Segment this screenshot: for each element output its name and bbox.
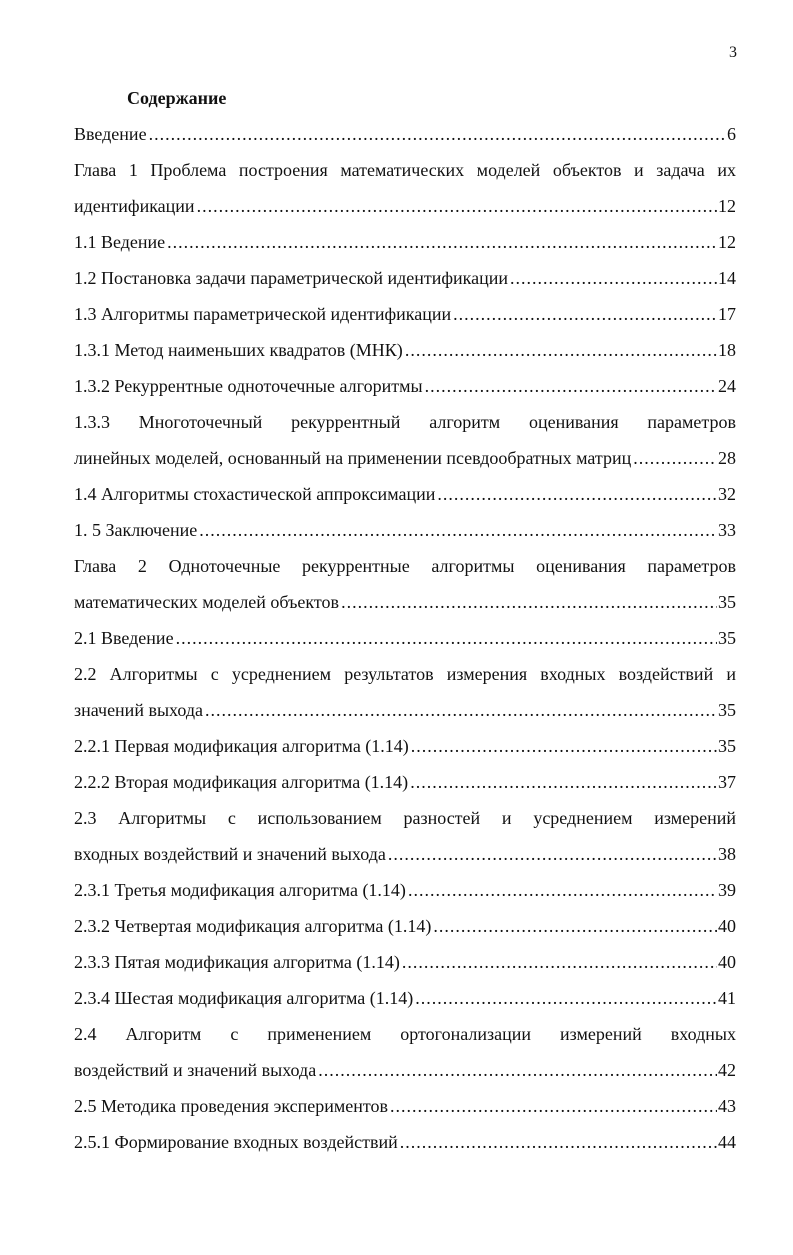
toc-entry-text: Глава 2 Одноточечные рекуррентные алгоритмы оценивания параметров <box>74 556 736 576</box>
toc-entry-text: Введение <box>74 124 147 144</box>
toc-entry-page: 35 <box>718 700 736 720</box>
dot-leader <box>316 1052 717 1088</box>
toc-entry-text: 2.4 Алгоритм с применением ортогонализации измерений входных <box>74 1024 736 1044</box>
toc-entry-page: 33 <box>718 520 736 540</box>
dot-leader <box>413 980 717 1016</box>
dot-leader <box>451 296 717 332</box>
toc-entry-text: входных воздействий и значений выхода <box>74 844 386 864</box>
dot-leader <box>508 260 717 296</box>
dot-leader <box>386 836 717 872</box>
toc-entry-text: 1.4 Алгоритмы стохастической аппроксимации <box>74 484 436 504</box>
dot-leader <box>388 1088 717 1124</box>
toc-entry-page: 12 <box>718 196 736 216</box>
toc-entry-page: 38 <box>718 844 736 864</box>
toc-entry <box>74 224 736 260</box>
toc-entry-page: 41 <box>718 988 736 1008</box>
toc-entry-text: математических моделей объектов <box>74 592 340 612</box>
dot-leader <box>203 692 717 728</box>
toc-entry-text: 1.3.2 Рекуррентные одноточечные алгоритмы <box>74 376 423 396</box>
dot-leader <box>197 512 717 548</box>
toc-entry-text: 2.3.1 Третья модификация алгоритма (1.14) <box>74 880 406 900</box>
toc-entry-page: 14 <box>718 268 736 288</box>
dot-leader <box>406 872 717 908</box>
toc-entry <box>74 1124 736 1160</box>
toc-entry-page: 35 <box>718 592 736 612</box>
toc-entry-text: 2.5.1 Формирование входных воздействий <box>74 1132 398 1152</box>
toc-entry <box>74 332 736 368</box>
toc-entry-text: линейных моделей, основанный на применении псевдообратных матриц <box>74 448 632 468</box>
toc-entry-page: 40 <box>718 916 736 936</box>
dot-leader <box>403 332 717 368</box>
toc-entry <box>74 152 736 224</box>
toc-entry <box>74 548 736 620</box>
toc-entry <box>74 512 736 548</box>
toc-entry-text: 1.2 Постановка задачи параметрической идентификации <box>74 268 509 288</box>
dot-leader <box>195 188 717 224</box>
toc-entry <box>74 908 736 944</box>
toc-entry-page: 42 <box>718 1060 736 1080</box>
toc-entry-text: 2.1 Введение <box>74 628 174 648</box>
toc-entry <box>74 728 736 764</box>
toc-entry-text: 1.1 Ведение <box>74 232 166 252</box>
dot-leader <box>408 764 717 800</box>
toc-entry-text: 2.3.4 Шестая модификация алгоритма (1.14) <box>74 988 414 1008</box>
toc-entry <box>74 872 736 908</box>
toc-entry <box>74 620 736 656</box>
dot-leader <box>431 908 717 944</box>
toc-entry-text: 2.2.1 Первая модификация алгоритма (1.14) <box>74 736 409 756</box>
toc-entry-page: 17 <box>718 304 736 324</box>
toc-entry <box>74 368 736 404</box>
dot-leader <box>400 944 717 980</box>
dot-leader <box>174 620 717 656</box>
toc-entry <box>74 1016 736 1088</box>
toc-entry-text: 1. 5 Заключение <box>74 520 198 540</box>
toc-entry-text: воздействий и значений выхода <box>74 1060 317 1080</box>
toc-entry-page: 35 <box>718 628 736 648</box>
toc-entry-text: 2.3 Алгоритмы с использованием разностей и усреднением измерений <box>74 808 736 828</box>
toc-entry <box>74 476 736 512</box>
toc-entry-page: 43 <box>718 1096 736 1116</box>
dot-leader <box>165 224 717 260</box>
toc-entry <box>74 116 736 152</box>
toc-entry <box>74 296 736 332</box>
toc-entry <box>74 764 736 800</box>
toc-entry-text: 1.3 Алгоритмы параметрической идентификации <box>74 304 452 324</box>
dot-leader <box>409 728 717 764</box>
toc-entry-text: идентификации <box>74 196 195 216</box>
dot-leader <box>631 440 717 476</box>
toc-entry <box>74 1088 736 1124</box>
toc-entry-page: 37 <box>718 772 736 792</box>
toc-entry-page: 40 <box>718 952 736 972</box>
dot-leader <box>423 368 717 404</box>
toc-entry <box>74 404 736 476</box>
toc-entry-page: 44 <box>718 1132 736 1152</box>
table-of-contents <box>74 116 736 1160</box>
toc-entry-text: 2.2 Алгоритмы с усреднением результатов измерения входных воздействий и <box>74 664 736 684</box>
toc-entry <box>74 656 736 728</box>
toc-entry-text: 2.5 Методика проведения экспериментов <box>74 1096 388 1116</box>
dot-leader <box>339 584 717 620</box>
toc-entry-page: 6 <box>727 124 736 144</box>
toc-entry-page: 18 <box>718 340 736 360</box>
toc-entry-page: 35 <box>718 736 736 756</box>
toc-title: Содержание <box>127 88 227 108</box>
toc-entry-page: 24 <box>718 376 736 396</box>
toc-entry-page: 32 <box>718 484 736 504</box>
page-number: 3 <box>729 44 737 61</box>
toc-entry <box>74 980 736 1016</box>
toc-entry-text: значений выхода <box>74 700 203 720</box>
dot-leader <box>398 1124 717 1160</box>
toc-entry-text: Глава 1 Проблема построения математических моделей объектов и задача их <box>74 160 736 180</box>
toc-entry-page: 12 <box>718 232 736 252</box>
toc-entry-page: 39 <box>718 880 736 900</box>
toc-entry <box>74 260 736 296</box>
toc-entry-text: 2.3.3 Пятая модификация алгоритма (1.14) <box>74 952 400 972</box>
toc-entry-text: 1.3.1 Метод наименьших квадратов (МНК) <box>74 340 403 360</box>
toc-entry-text: 2.2.2 Вторая модификация алгоритма (1.14) <box>74 772 409 792</box>
dot-leader <box>147 116 726 152</box>
toc-entry-text: 1.3.3 Многоточечный рекуррентный алгоритм оценивания параметров <box>74 412 736 432</box>
toc-entry <box>74 944 736 980</box>
toc-entry-text: 2.3.2 Четвертая модификация алгоритма (1.14) <box>74 916 432 936</box>
toc-entry <box>74 800 736 872</box>
dot-leader <box>435 476 717 512</box>
toc-entry-page: 28 <box>718 448 736 468</box>
